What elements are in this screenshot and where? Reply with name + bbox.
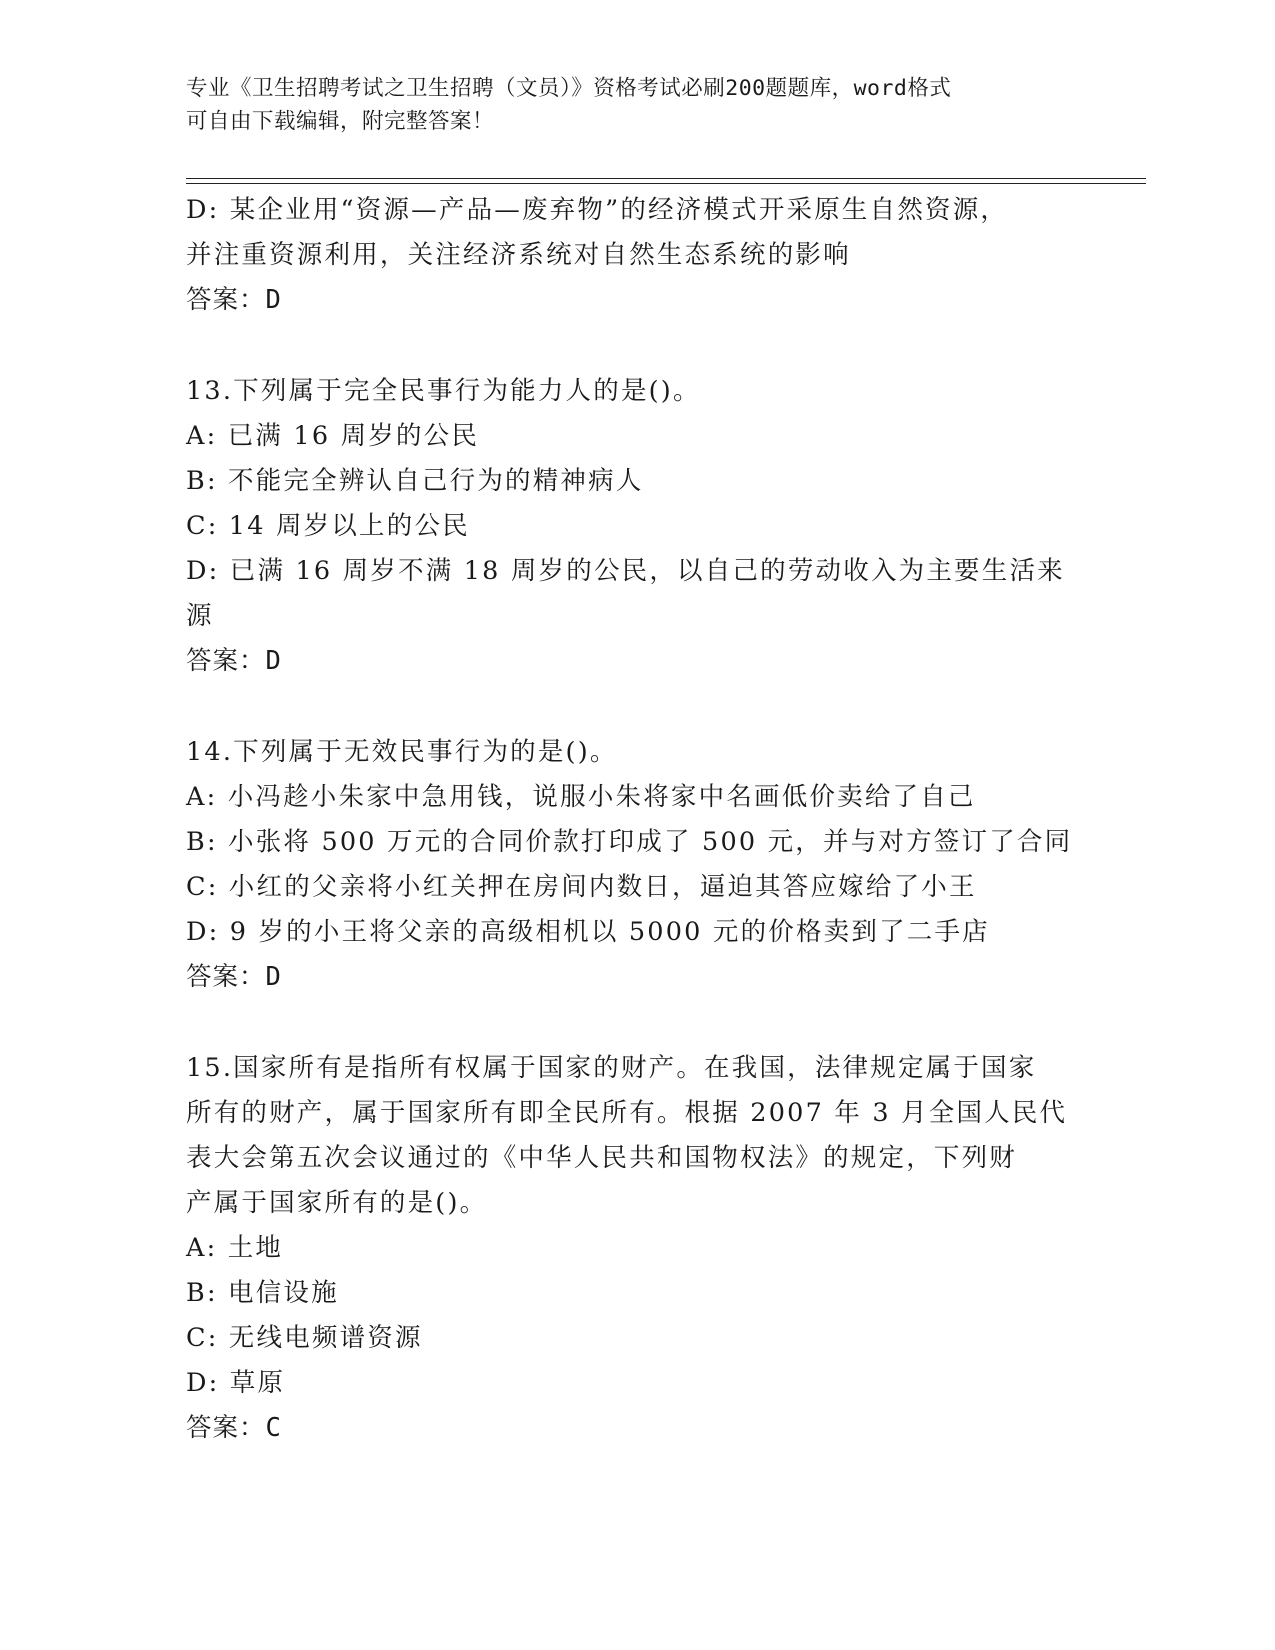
question-stem: 13.下列属于完全民事行为能力人的是()。 [186, 376, 701, 406]
question-14 [186, 730, 1073, 1000]
question-spacer [186, 684, 1066, 730]
question-list [186, 188, 1073, 1451]
question-stem-line-1: 15.国家所有是指所有权属于国家的财产。在我国，法律规定属于国家 [186, 1053, 1037, 1083]
question-spacer [186, 1000, 1066, 1046]
option-d: D: 草原 [186, 1368, 286, 1398]
option-b: B: 不能完全辨认自己行为的精神病人 [186, 466, 644, 496]
option-b: B: 小张将 500 万元的合同价款打印成了 500 元，并与对方签订了合同 [186, 827, 1073, 857]
option-b: B: 电信设施 [186, 1278, 339, 1308]
question-spacer [186, 323, 1066, 369]
question-stem-line-4: 产属于国家所有的是()。 [186, 1188, 488, 1218]
question-12-continuation [186, 188, 1066, 323]
option-c: C: 无线电频谱资源 [186, 1323, 423, 1353]
document-header [186, 72, 1066, 138]
option-a: A: 土地 [186, 1233, 284, 1263]
option-c: C: 14 周岁以上的公民 [186, 511, 470, 541]
question-stem-line-3: 表大会第五次会议通过的《中华人民共和国物权法》的规定，下列财 [186, 1143, 1018, 1173]
question-stem-line-2: 所有的财产，属于国家所有即全民所有。根据 2007 年 3 月全国人民代 [186, 1098, 1068, 1128]
header-divider-bottom [186, 183, 1146, 184]
answer-line: 答案：C [186, 1413, 282, 1443]
question-13 [186, 369, 1066, 684]
question-stem: 14.下列属于无效民事行为的是()。 [186, 737, 618, 767]
header-title-line-2: 可自由下载编辑，附完整答案！ [186, 109, 495, 134]
answer-line: 答案：D [186, 285, 282, 315]
option-d-line-1: D: 某企业用“资源—产品—废弃物”的经济模式开采原生自然资源， [186, 195, 1009, 225]
option-c: C: 小红的父亲将小红关押在房间内数日，逼迫其答应嫁给了小王 [186, 872, 977, 902]
question-15 [186, 1046, 1066, 1451]
option-a: A: 已满 16 周岁的公民 [186, 421, 480, 451]
answer-line: 答案：D [186, 962, 282, 992]
option-a: A: 小冯趁小朱家中急用钱，说服小朱将家中名画低价卖给了自己 [186, 782, 976, 812]
option-d: D: 9 岁的小王将父亲的高级相机以 5000 元的价格卖到了二手店 [186, 917, 990, 947]
option-d-line-1: D: 已满 16 周岁不满 18 周岁的公民，以自己的劳动收入为主要生活来 [186, 556, 1065, 586]
option-d-line-2: 源 [186, 601, 214, 631]
header-title-line-1: 专业《卫生招聘考试之卫生招聘（文员）》资格考试必刷200题题库，word格式 [186, 76, 952, 101]
header-divider-top [186, 178, 1146, 179]
answer-line: 答案：D [186, 646, 282, 676]
option-d-line-2: 并注重资源利用，关注经济系统对自然生态系统的影响 [186, 240, 851, 270]
